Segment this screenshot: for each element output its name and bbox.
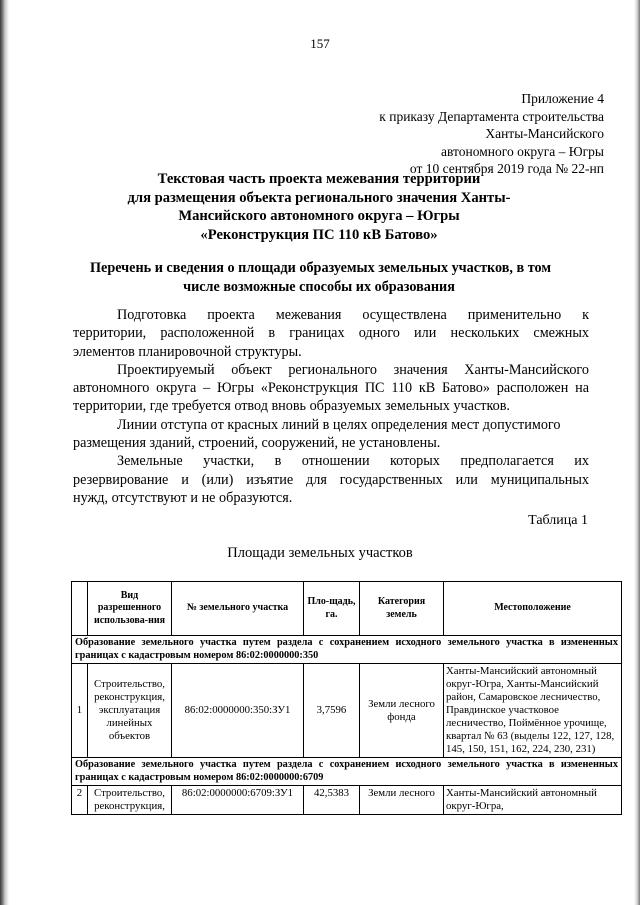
table-row bbox=[72, 786, 622, 815]
paragraph-line: размещения зданий, строений, сооружений, не установлены. bbox=[73, 435, 441, 452]
title-line: Мансийского автономного округа – Югры bbox=[178, 208, 460, 224]
appendix-line: Ханты-Мансийского bbox=[485, 126, 604, 142]
cell-land-category: Земли лесного bbox=[360, 786, 444, 815]
table-label: Таблица 1 bbox=[528, 513, 588, 528]
cell-cadastral-number: 86:02:0000000:350:ЗУ1 bbox=[172, 664, 304, 758]
heading-line: Перечень и сведения о площади образуемых земельных участков, в том bbox=[90, 260, 552, 276]
cell-location: Ханты-Мансийский автономный округ-Югра, bbox=[444, 786, 622, 815]
title-line: «Реконструкция ПС 110 кВ Батово» bbox=[200, 226, 438, 243]
page-number: 157 bbox=[310, 36, 330, 51]
cell-permitted-use: Строительство, реконструкция, эксплуатация линейных объектов bbox=[88, 664, 172, 758]
cell-land-category: Земли лесного фонда bbox=[360, 664, 444, 758]
appendix-line: от 10 сентября 2019 года № 22-нп bbox=[409, 161, 604, 177]
cell-area: 42,5383 bbox=[304, 786, 360, 815]
header-number bbox=[72, 582, 88, 636]
paragraph-line: элементов планировочной структуры. bbox=[73, 343, 302, 360]
header-land-category: Категория земель bbox=[360, 582, 444, 636]
paragraph-line: Земельные участки, в отношении которых предполагается их bbox=[117, 453, 589, 470]
heading-line: числе возможные способы их образования bbox=[183, 278, 455, 295]
document-title bbox=[90, 170, 548, 244]
paragraph-line: автономного округа – Югры «Реконструкция ПС 110 кВ Батово» расположен на bbox=[73, 380, 589, 397]
appendix-header bbox=[379, 90, 604, 178]
paragraph-line: Подготовка проекта межевания осуществлена применительно к bbox=[117, 307, 589, 323]
cell-permitted-use: Строительство, реконструкция, bbox=[88, 786, 172, 815]
table-header-row bbox=[72, 582, 622, 636]
appendix-line: к приказу Департамента строительства bbox=[379, 108, 604, 124]
table-group-row bbox=[72, 636, 622, 664]
table-caption: Площади земельных участков bbox=[227, 545, 413, 561]
body-text bbox=[73, 306, 589, 507]
paragraph-line: Линии отступа от красных линий в целях определения мест допустимого bbox=[117, 416, 561, 433]
paragraph-line: нужд, отсутствуют и не образуются. bbox=[73, 489, 293, 506]
header-permitted-use: Вид разрешенного использова-ния bbox=[88, 582, 172, 636]
scan-edge-left bbox=[0, 0, 9, 905]
cell-cadastral-number: 86:02:0000000:6709:ЗУ1 bbox=[172, 786, 304, 815]
paragraph-line: территории, где требуется отвод вновь образуемых земельных участков. bbox=[73, 398, 510, 415]
cell-number: 2 bbox=[72, 786, 88, 815]
group-description: Образование земельного участка путем раздела с сохранением исходного земельного участка в измененных границах с кадастровым номером 86:02:0000000:350 bbox=[72, 636, 622, 664]
section-heading bbox=[90, 259, 552, 296]
cell-location: Ханты-Мансийский автономный округ-Югра, Ханты-Мансийский район, Самаровское лесничество, Правдинское участковое лесничество, Поймённое урочище, квартал № 63 (выделы 122, 127, 128, 145, 150, 151, 162, 224, 230, 231) bbox=[444, 664, 622, 758]
cell-number: 1 bbox=[72, 664, 88, 758]
cell-area: 3,7596 bbox=[304, 664, 360, 758]
paragraph-line: резервирование и (или) изъятие для государственных или муниципальных bbox=[73, 471, 589, 488]
paragraph-line: Проектируемый объект регионального значения Ханты-Мансийского bbox=[117, 361, 589, 378]
paragraph-line: территории, расположенной в границах одного или нескольких смежных bbox=[73, 325, 589, 342]
title-line: Текстовая часть проекта межевания территории bbox=[157, 171, 481, 187]
header-cadastral-number: № земельного участка bbox=[172, 582, 304, 636]
header-location: Местоположение bbox=[444, 582, 622, 636]
table-group-row bbox=[72, 758, 622, 786]
appendix-line: автономного округа – Югры bbox=[441, 143, 604, 159]
title-line: для размещения объекта регионального значения Ханты- bbox=[127, 189, 511, 206]
appendix-line: Приложение 4 bbox=[521, 91, 604, 106]
table-row bbox=[72, 664, 622, 758]
land-plots-table bbox=[71, 581, 622, 815]
group-description: Образование земельного участка путем раздела с сохранением исходного земельного участка в измененных границах с кадастровым номером 86:02:0000000:6709 bbox=[72, 758, 622, 786]
scan-edge-right bbox=[634, 0, 640, 905]
header-area: Пло-щадь, га. bbox=[304, 582, 360, 636]
